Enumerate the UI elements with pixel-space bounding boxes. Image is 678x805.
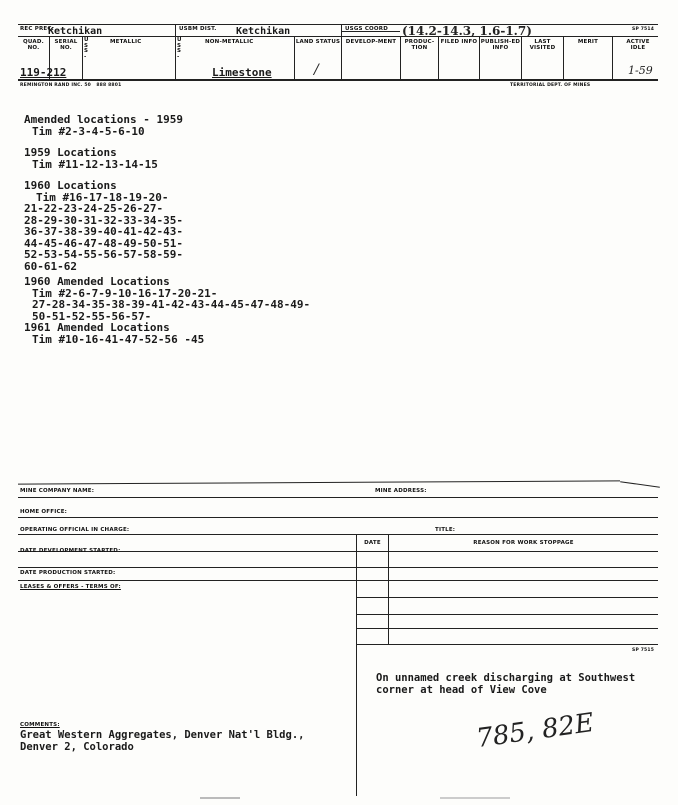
form-number-bottom: SP 7515 [632,648,655,653]
col-active-idle: ACTIVE IDLE [626,39,650,51]
usgs-coord-value: (14.2-14.3, 1.6-1.7) [402,24,532,38]
note-group [24,180,310,272]
note-group [24,147,310,170]
note-line: Tim #2-6-7-9-10-16-17-20-21- [32,286,218,300]
note-line: 28-29-30-31-32-33-34-35- [24,213,183,227]
mine-address-label: MINE ADDRESS: [375,488,427,494]
form-rule [18,534,658,535]
note-line: 21-22-23-24-25-26-27- [24,202,164,215]
form-number-top: SP 7514 [632,27,655,32]
note-line: 36-37-38-39-40-41-42-43- [24,225,183,238]
form-rule [18,517,658,518]
rec-prec-value: Ketchikan [48,26,103,37]
active-idle-value: 1-59 [628,64,653,77]
leases-label: LEASES & OFFERS - TERMS OF: [20,584,121,590]
department-line: TERRITORIAL DEPT. OF MINES [510,83,591,88]
col-metallic: METALLIC [110,39,142,45]
note-line: 52-53-54-55-56-57-58-59- [24,248,183,261]
lower-divider [356,534,357,796]
form-rule [18,497,658,498]
home-office-label: HOME OFFICE: [20,509,68,515]
col-quad-no: QUAD. NO. [23,39,44,51]
quad-no-value: 119-212 [20,66,67,79]
location-description: On unnamed creek discharging at Southwest corner at head of View Cove [376,672,636,696]
usbm-dist-value: Ketchikan [236,26,291,37]
scan-artifact [200,797,240,799]
note-group [24,322,310,345]
col-nonmetallic: NON-METALLIC [205,39,254,45]
handwritten-code: 785, 82E [474,707,596,755]
note-heading: Amended locations - 1959 [24,113,183,126]
header-divider [82,37,83,80]
stoppage-row-rule [356,614,658,615]
note-line: Tim #10-16-41-47-52-56 -45 [32,332,205,346]
header-bottom-rule [18,79,658,81]
col-nonmetallic-prefix: U S S- [177,37,182,60]
note-line: 50-51-52-55-56-57- [32,309,152,323]
scan-artifact [440,797,510,799]
comments-label: COMMENTS: [20,722,60,728]
usbm-dist-label: USBM DIST. [179,26,217,32]
note-line: 27-28-34-35-38-39-41-42-43-44-45-47-48-49- [32,298,311,311]
col-filed-info: FILED INFO [440,39,478,45]
note-heading: 1961 Amended Locations [24,321,170,334]
col-land-status: LAND STATUS [295,39,341,45]
col-metallic-prefix: U S S- [84,37,89,60]
note-line: 60-61-62 [24,259,77,273]
date-column-header: DATE [364,540,381,546]
col-serial-no: SERIAL NO. [54,39,78,51]
note-heading: 1960 Locations [24,179,117,192]
col-last-visited: LAST VISITED [529,39,556,51]
printer-line: REMINGTON RAND INC. 50 888 8801 [20,83,122,88]
stoppage-row-rule [356,597,658,598]
lower-top-rule [18,480,620,484]
location-notes [24,114,310,345]
note-line: Tim #16-17-18-19-20- [36,190,169,204]
stoppage-row-rule [356,644,658,645]
note-group [24,114,310,137]
date-column-divider [388,534,389,644]
usgs-coord-label: USGS COORD [345,26,389,32]
note-heading: 1959 Locations [24,146,117,159]
note-line: 44-45-46-47-48-49-50-51- [24,236,183,250]
note-line: Tim #2-3-4-5-6-10 [32,124,145,138]
header-top-rule [18,24,658,25]
mine-company-name-label: MINE COMPANY NAME: [20,488,95,494]
date-development-label: DATE DEVELOPMENT STARTED: [20,548,121,554]
header-divider [341,24,342,80]
form-rule [18,580,658,581]
form-rule [18,567,658,568]
header-divider [175,24,176,80]
land-status-value: / [314,62,319,78]
nonmetallic-value: Limestone [212,66,272,79]
date-production-label: DATE PRODUCTION STARTED: [20,570,116,576]
col-production: PRODUC-TION [404,39,435,51]
note-line: Tim #11-12-13-14-15 [32,157,158,171]
title-label: TITLE: [435,527,456,533]
rec-prec-label: REC PREC. [20,26,54,32]
reason-column-header: REASON FOR WORK STOPPAGE [473,540,574,546]
header-divider [612,37,613,80]
col-merit: MERIT [577,39,599,45]
note-group [24,276,310,322]
col-published-info: PUBLISH-ED INFO [480,39,521,51]
stoppage-row-rule [356,628,658,629]
col-development: DEVELOP-MENT [345,39,397,45]
comments-text: Great Western Aggregates, Denver Nat'l Bldg., Denver 2, Colorado [20,729,305,753]
operating-official-label: OPERATING OFFICIAL IN CHARGE: [20,527,130,533]
lower-top-rule-curl [620,481,660,488]
header-mid-rule [18,36,658,37]
note-heading: 1960 Amended Locations [24,275,170,288]
